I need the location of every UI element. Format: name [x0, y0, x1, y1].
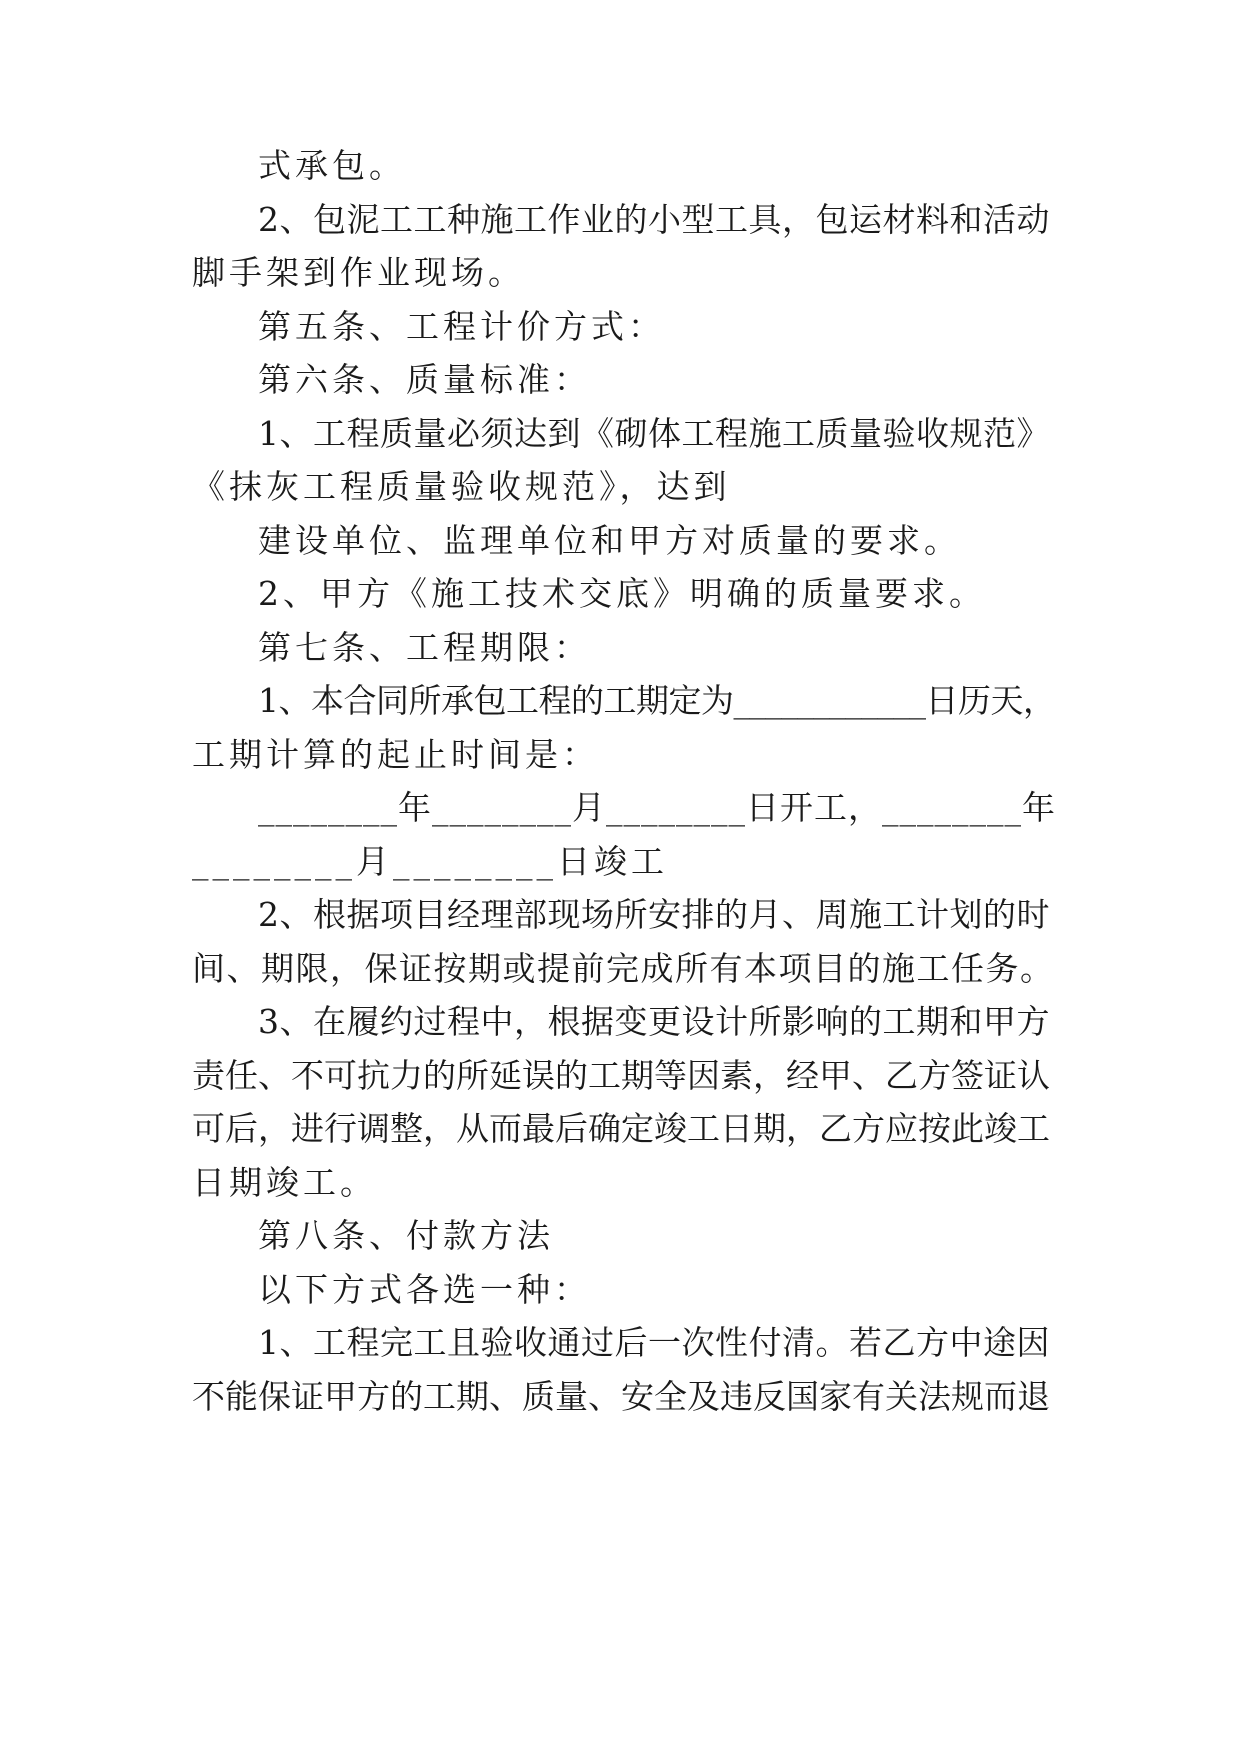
- text-line: 1、本合同所承包工程的工期定为____________日历天，: [258, 681, 1056, 720]
- text-line: ________月________日竣工: [192, 842, 668, 881]
- text-line: 2、根据项目经理部现场所安排的月、周施工计划的时: [258, 895, 1050, 934]
- text-line: 第五条、工程计价方式：: [258, 307, 665, 346]
- text-line: 《抹灰工程质量验收规范》，达到: [192, 467, 731, 506]
- text-line: 2、甲方《施工技术交底》明确的质量要求。: [258, 574, 986, 613]
- text-line: ________年________月________日开工，________年: [258, 788, 1056, 827]
- text-line: 2、包泥工工种施工作业的小型工具，包运材料和活动: [258, 200, 1050, 239]
- text-line: 第八条、付款方法: [258, 1216, 554, 1255]
- text-line: 1、工程完工且验收通过后一次性付清。若乙方中途因: [258, 1323, 1050, 1362]
- text-line: 间、期限，保证按期或提前完成所有本项目的施工任务。: [192, 949, 1055, 988]
- text-line: 日期竣工。: [192, 1163, 377, 1202]
- text-line: 第六条、质量标准：: [258, 360, 591, 399]
- text-line: 建设单位、监理单位和甲方对质量的要求。: [258, 521, 961, 560]
- text-line: 工期计算的起止时间是：: [192, 735, 599, 774]
- text-line: 可后，进行调整，从而最后确定竣工日期，乙方应按此竣工: [192, 1109, 1050, 1148]
- text-line: 责任、不可抗力的所延误的工期等因素，经甲、乙方签证认: [192, 1056, 1050, 1095]
- text-line: 第七条、工程期限：: [258, 628, 591, 667]
- text-line: 式承包。: [258, 146, 406, 185]
- text-line: 以下方式各选一种：: [258, 1270, 591, 1309]
- text-line: 不能保证甲方的工期、质量、安全及违反国家有关法规而退: [192, 1377, 1050, 1416]
- text-line: 1、工程质量必须达到《砌体工程施工质量验收规范》: [258, 414, 1050, 453]
- text-line: 脚手架到作业现场。: [192, 253, 525, 292]
- text-line: 3、在履约过程中，根据变更设计所影响的工期和甲方: [258, 1002, 1050, 1041]
